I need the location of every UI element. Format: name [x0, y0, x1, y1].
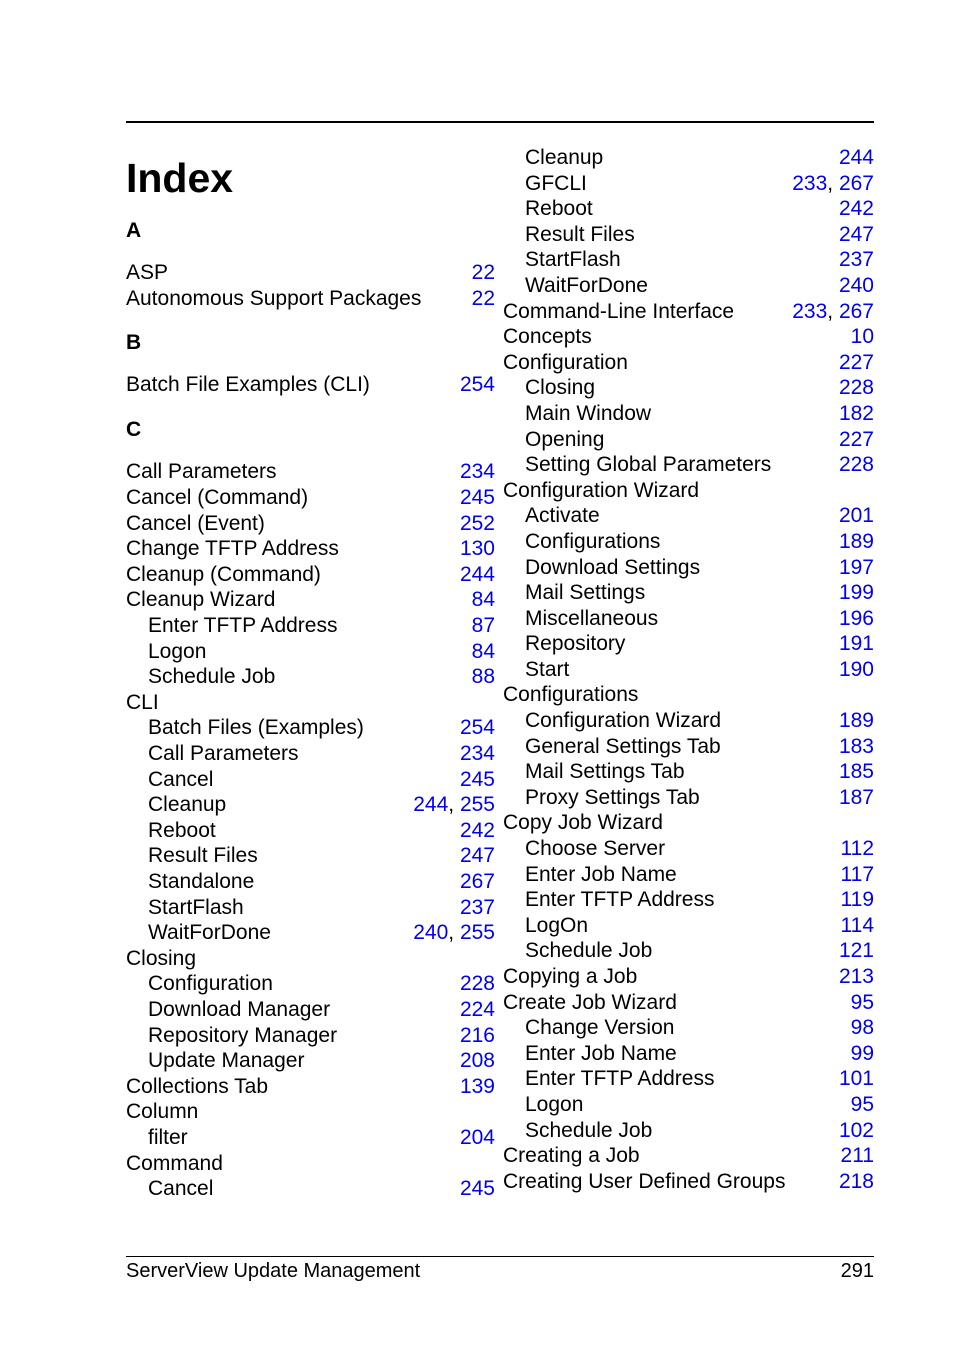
- page-link[interactable]: 99: [850, 1041, 874, 1065]
- index-entry: [503, 990, 874, 1016]
- page-link[interactable]: 197: [838, 555, 874, 579]
- index-term: Configuration: [148, 972, 273, 995]
- index-term: General Settings Tab: [525, 734, 721, 758]
- index-term: Logon: [148, 640, 207, 663]
- index-subentry: [126, 741, 495, 767]
- index-subentry: [503, 145, 874, 171]
- index-entry: [503, 324, 874, 350]
- page-ref-separator: ,: [448, 921, 460, 944]
- page-references: [472, 664, 495, 690]
- index-term: Configurations: [525, 529, 661, 553]
- page-references: [460, 1125, 495, 1151]
- page-references: [413, 920, 495, 946]
- index-subentry: [126, 664, 495, 690]
- page-link[interactable]: 233: [792, 299, 828, 323]
- page-link[interactable]: 255: [459, 921, 495, 944]
- index-subentry: [503, 785, 874, 811]
- index-entry: [503, 1169, 874, 1195]
- page-references: [460, 1048, 495, 1074]
- page-references: [839, 350, 874, 376]
- page-link[interactable]: 252: [459, 512, 495, 535]
- page-link[interactable]: 245: [459, 1177, 495, 1200]
- index-term: Command-Line Interface: [503, 299, 735, 323]
- page-link[interactable]: 130: [459, 537, 495, 560]
- index-term: Mail Settings: [525, 581, 646, 605]
- index-term: Cleanup (Command): [126, 563, 321, 586]
- index-term: WaitForDone: [148, 921, 271, 944]
- page-references: [460, 818, 495, 844]
- page-references: [839, 1118, 874, 1144]
- index-term: Result Files: [525, 222, 635, 246]
- index-subentry: [126, 767, 495, 793]
- page-references: [460, 1176, 495, 1202]
- page-link[interactable]: 224: [459, 998, 495, 1021]
- index-subentry: [503, 580, 874, 606]
- page-link[interactable]: 114: [840, 913, 874, 937]
- page-link[interactable]: 245: [459, 768, 495, 791]
- index-subentry: [503, 452, 874, 478]
- page-link[interactable]: 95: [850, 1092, 874, 1116]
- index-term: Cancel: [148, 768, 214, 791]
- index-subentry: [503, 171, 874, 197]
- page-ref-separator: ,: [827, 299, 839, 323]
- page-references: [839, 222, 874, 248]
- footer-rule: [126, 1256, 874, 1257]
- page-references: [460, 372, 495, 398]
- page-references: [839, 1066, 874, 1092]
- index-subentry: [503, 1066, 874, 1092]
- index-subentry: [126, 1023, 495, 1049]
- index-term: Copying a Job: [503, 965, 638, 988]
- index-subentry: [503, 887, 874, 913]
- page-link[interactable]: 190: [838, 657, 874, 681]
- page-link[interactable]: 254: [459, 716, 495, 739]
- index-entry: [126, 286, 495, 312]
- index-term: Change TFTP Address: [126, 537, 339, 560]
- page-references: [839, 938, 874, 964]
- page-link[interactable]: 233: [792, 171, 828, 195]
- index-term: Batch File Examples (CLI): [126, 373, 370, 396]
- index-term: Concepts: [503, 325, 592, 349]
- page-references: [839, 580, 874, 606]
- page-link[interactable]: 95: [850, 990, 874, 1014]
- index-entry: [503, 682, 874, 708]
- page-references: [841, 913, 874, 939]
- page-references: [839, 452, 874, 478]
- index-term: Cancel: [148, 1177, 214, 1200]
- index-term: Enter Job Name: [525, 862, 677, 886]
- index-term: Creating User Defined Groups: [503, 1169, 786, 1193]
- index-term: Configuration Wizard: [525, 709, 722, 733]
- index-term: Enter TFTP Address: [525, 1067, 715, 1091]
- page-link[interactable]: 237: [459, 896, 495, 919]
- index-term: Reboot: [525, 197, 593, 221]
- page-link[interactable]: 102: [838, 1118, 874, 1142]
- index-term: Enter Job Name: [525, 1041, 677, 1065]
- page-references: [839, 503, 874, 529]
- page-references: [472, 286, 495, 312]
- index-term: Configurations: [503, 683, 639, 707]
- index-term: GFCLI: [525, 171, 587, 195]
- index-term: Cancel (Event): [126, 512, 265, 535]
- index-term: Choose Server: [525, 837, 666, 861]
- page-link[interactable]: 218: [838, 1169, 874, 1193]
- page-references: [839, 273, 874, 299]
- index-term: Proxy Settings Tab: [525, 785, 700, 809]
- index-term: Repository: [525, 632, 626, 656]
- page-link[interactable]: 228: [838, 453, 874, 477]
- page-link[interactable]: 183: [838, 734, 874, 758]
- page-references: [839, 529, 874, 555]
- page-references: [851, 990, 874, 1016]
- index-subentry: [503, 555, 874, 581]
- page-references: [413, 792, 495, 818]
- index-term: Cancel (Command): [126, 486, 309, 509]
- page-link[interactable]: 189: [838, 709, 874, 733]
- index-subentry: [503, 529, 874, 555]
- page-references: [460, 536, 495, 562]
- page-references: [839, 708, 874, 734]
- index-entry: [126, 536, 495, 562]
- page-link[interactable]: 247: [838, 222, 874, 246]
- page-ref-separator: ,: [448, 793, 460, 816]
- index-entry: [126, 562, 495, 588]
- page-references: [472, 639, 495, 665]
- page-references: [839, 145, 874, 171]
- index-subentry: [126, 895, 495, 921]
- index-subentry: [503, 1041, 874, 1067]
- index-column-right: [503, 145, 874, 1194]
- index-entry: [126, 1099, 495, 1125]
- index-subentry: [503, 836, 874, 862]
- page-link[interactable]: 267: [838, 171, 874, 195]
- page-link[interactable]: 254: [459, 373, 495, 396]
- index-subentry: [503, 375, 874, 401]
- page-link[interactable]: 267: [838, 299, 874, 323]
- page-references: [460, 997, 495, 1023]
- index-subentry: [503, 1118, 874, 1144]
- page-references: [460, 715, 495, 741]
- index-subentry: [503, 631, 874, 657]
- page-link[interactable]: 98: [850, 1016, 874, 1040]
- page-link[interactable]: 216: [459, 1024, 495, 1047]
- index-entry: [503, 299, 874, 325]
- page-link[interactable]: 242: [838, 197, 874, 221]
- index-term: Activate: [525, 504, 600, 528]
- page-references: [839, 427, 874, 453]
- index-subentry: [503, 708, 874, 734]
- page-references: [792, 299, 874, 325]
- page-link[interactable]: 228: [459, 972, 495, 995]
- index-entry: [126, 946, 495, 972]
- header-rule: [126, 121, 874, 123]
- index-subentry: [503, 759, 874, 785]
- index-term: Cleanup: [148, 793, 227, 816]
- page-link[interactable]: 240: [838, 273, 874, 297]
- page-link[interactable]: 227: [838, 427, 874, 451]
- index-subentry: [503, 913, 874, 939]
- index-term: LogOn: [525, 913, 589, 937]
- page-references: [841, 887, 874, 913]
- index-subentry: [503, 503, 874, 529]
- page-link[interactable]: 10: [850, 325, 874, 349]
- index-term: Change Version: [525, 1016, 675, 1040]
- page-link[interactable]: 187: [838, 785, 874, 809]
- index-subentry: [503, 247, 874, 273]
- index-term: Closing: [126, 947, 197, 970]
- index-term: Download Manager: [148, 998, 331, 1021]
- page-references: [839, 734, 874, 760]
- page-link[interactable]: 247: [459, 844, 495, 867]
- index-term: Collections Tab: [126, 1075, 269, 1098]
- page-link[interactable]: 201: [838, 504, 874, 528]
- page-references: [460, 511, 495, 537]
- index-term: Call Parameters: [148, 742, 299, 765]
- index-term: Create Job Wizard: [503, 990, 677, 1014]
- index-subentry: [126, 792, 495, 818]
- page-link[interactable]: 240: [413, 921, 449, 944]
- index-term: StartFlash: [525, 248, 621, 272]
- page-references: [460, 971, 495, 997]
- page-link[interactable]: 234: [459, 460, 495, 483]
- page-references: [839, 1169, 874, 1195]
- index-subentry: [126, 843, 495, 869]
- page-link[interactable]: 245: [459, 486, 495, 509]
- page-link[interactable]: 185: [838, 760, 874, 784]
- index-subentry: [126, 818, 495, 844]
- index-term: Closing: [525, 376, 596, 400]
- index-term: Update Manager: [148, 1049, 305, 1072]
- index-term: Configuration: [503, 350, 628, 374]
- index-entry: [126, 1151, 495, 1177]
- index-term: Setting Global Parameters: [525, 453, 772, 477]
- page-references: [472, 613, 495, 639]
- page-link[interactable]: 244: [838, 146, 874, 169]
- index-subentry: [126, 1125, 495, 1151]
- index-term: Copy Job Wizard: [503, 811, 663, 835]
- index-subentry: [126, 1048, 495, 1074]
- index-entry: [126, 587, 495, 613]
- page-references: [460, 869, 495, 895]
- index-term: WaitForDone: [525, 273, 648, 297]
- page-link[interactable]: 244: [413, 793, 449, 816]
- page-references: [460, 562, 495, 588]
- page-title: Index: [126, 155, 234, 201]
- index-term: CLI: [126, 691, 159, 714]
- index-term: Column: [126, 1100, 199, 1123]
- page-link[interactable]: 227: [838, 350, 874, 374]
- page-references: [841, 1143, 874, 1169]
- page-link[interactable]: 112: [840, 837, 874, 861]
- index-term: Result Files: [148, 844, 258, 867]
- page-link[interactable]: 117: [840, 862, 874, 886]
- index-entry: [503, 1143, 874, 1169]
- index-entry: [126, 1074, 495, 1100]
- page-references: [460, 843, 495, 869]
- page-link[interactable]: 84: [471, 588, 495, 611]
- page-link[interactable]: 182: [838, 401, 874, 425]
- index-term: Enter TFTP Address: [148, 614, 338, 637]
- page-references: [839, 247, 874, 273]
- index-term: Main Window: [525, 401, 652, 425]
- index-subentry: [126, 613, 495, 639]
- page-link[interactable]: 139: [459, 1075, 495, 1098]
- page-references: [460, 459, 495, 485]
- page-references: [851, 1015, 874, 1041]
- index-entry: [126, 690, 495, 716]
- index-subentry: [503, 862, 874, 888]
- index-term: Standalone: [148, 870, 255, 893]
- index-subentry: [503, 222, 874, 248]
- page-references: [839, 631, 874, 657]
- index-term: Reboot: [148, 819, 216, 842]
- page-references: [851, 1092, 874, 1118]
- index-subentry: [503, 657, 874, 683]
- page-link[interactable]: 88: [471, 665, 495, 688]
- index-term: Schedule Job: [525, 1118, 653, 1142]
- page-references: [460, 1023, 495, 1049]
- page-link[interactable]: 237: [838, 248, 874, 272]
- page-references: [841, 836, 874, 862]
- index-term: filter: [148, 1126, 188, 1149]
- index-entry: [503, 964, 874, 990]
- index-subentry: [126, 869, 495, 895]
- page-link[interactable]: 228: [838, 376, 874, 400]
- page-references: [839, 196, 874, 222]
- page-references: [460, 895, 495, 921]
- page-references: [472, 587, 495, 613]
- page-link[interactable]: 244: [459, 563, 495, 586]
- index-subentry: [503, 734, 874, 760]
- index-subentry: [503, 1092, 874, 1118]
- index-entry: [126, 511, 495, 537]
- index-term: Opening: [525, 427, 605, 451]
- index-term: Schedule Job: [148, 665, 276, 688]
- index-term: Repository Manager: [148, 1024, 338, 1047]
- index-term: Cleanup: [525, 146, 604, 169]
- index-term: Autonomous Support Packages: [126, 287, 422, 310]
- index-subentry: [503, 606, 874, 632]
- page-link[interactable]: 84: [471, 640, 495, 663]
- index-term: Configuration Wizard: [503, 478, 700, 502]
- page-link[interactable]: 234: [459, 742, 495, 765]
- page-link[interactable]: 208: [459, 1049, 495, 1072]
- index-subentry: [126, 997, 495, 1023]
- page-link[interactable]: 119: [840, 888, 874, 912]
- page-references: [460, 485, 495, 511]
- index-entry: [503, 810, 874, 836]
- page-references: [472, 260, 495, 286]
- page-references: [839, 759, 874, 785]
- index-subentry: [503, 427, 874, 453]
- index-subentry: [126, 920, 495, 946]
- index-entry: [126, 485, 495, 511]
- page-link[interactable]: 22: [471, 261, 495, 284]
- page-link[interactable]: 267: [459, 870, 495, 893]
- index-term: Download Settings: [525, 555, 701, 579]
- index-term: Start: [525, 657, 570, 681]
- page-references: [792, 171, 874, 197]
- page-link[interactable]: 255: [459, 793, 495, 816]
- index-letter-heading: A: [126, 219, 142, 242]
- index-entry: [126, 459, 495, 485]
- index-subentry: [503, 1015, 874, 1041]
- page-references: [460, 1074, 495, 1100]
- page-link[interactable]: 189: [838, 529, 874, 553]
- index-subentry: [126, 639, 495, 665]
- index-entry: [503, 478, 874, 504]
- index-entry: [126, 260, 495, 286]
- index-term: Cleanup Wizard: [126, 588, 276, 611]
- index-term: Mail Settings Tab: [525, 760, 685, 784]
- page-references: [839, 964, 874, 990]
- page-references: [460, 741, 495, 767]
- page-link[interactable]: 101: [838, 1067, 874, 1091]
- index-term: StartFlash: [148, 896, 244, 919]
- index-subentry: [503, 938, 874, 964]
- page-references: [839, 375, 874, 401]
- page-link[interactable]: 22: [471, 287, 495, 310]
- page-references: [839, 555, 874, 581]
- index-term: Command: [126, 1152, 223, 1175]
- index-subentry: [503, 196, 874, 222]
- page-link[interactable]: 204: [459, 1126, 495, 1149]
- index-subentry: [126, 971, 495, 997]
- index-entry: [126, 372, 495, 398]
- index-term: Logon: [525, 1092, 584, 1116]
- footer-page-number: 291: [840, 1260, 874, 1282]
- page-references: [460, 767, 495, 793]
- index-term: Enter TFTP Address: [525, 888, 715, 912]
- index-term: Schedule Job: [525, 939, 653, 963]
- index-subentry: [126, 1176, 495, 1202]
- index-subentry: [503, 273, 874, 299]
- index-letter-heading: C: [126, 418, 142, 441]
- index-term: Batch Files (Examples): [148, 716, 364, 739]
- index-term: Miscellaneous: [525, 606, 659, 630]
- page-link[interactable]: 191: [838, 632, 874, 656]
- page-references: [839, 657, 874, 683]
- index-term: Creating a Job: [503, 1144, 640, 1168]
- page-references: [839, 401, 874, 427]
- index-term: Call Parameters: [126, 460, 277, 483]
- page-link[interactable]: 213: [838, 965, 874, 988]
- index-subentry: [503, 401, 874, 427]
- page-link[interactable]: 87: [471, 614, 495, 637]
- page-references: [851, 324, 874, 350]
- footer-document-title: ServerView Update Management: [126, 1260, 421, 1282]
- page-link[interactable]: 199: [838, 581, 874, 605]
- page-ref-separator: ,: [827, 171, 839, 195]
- page-references: [841, 862, 874, 888]
- page-link[interactable]: 121: [838, 939, 874, 963]
- index-subentry: [126, 715, 495, 741]
- page-footer: [126, 1258, 874, 1284]
- page-references: [839, 606, 874, 632]
- index-entry: [503, 350, 874, 376]
- index-term: ASP: [126, 261, 169, 284]
- page-references: [839, 785, 874, 811]
- page-link[interactable]: 242: [459, 819, 495, 842]
- index-letter-heading: B: [126, 331, 142, 354]
- page-references: [851, 1041, 874, 1067]
- page-link[interactable]: 211: [840, 1144, 874, 1168]
- page-link[interactable]: 196: [838, 606, 874, 630]
